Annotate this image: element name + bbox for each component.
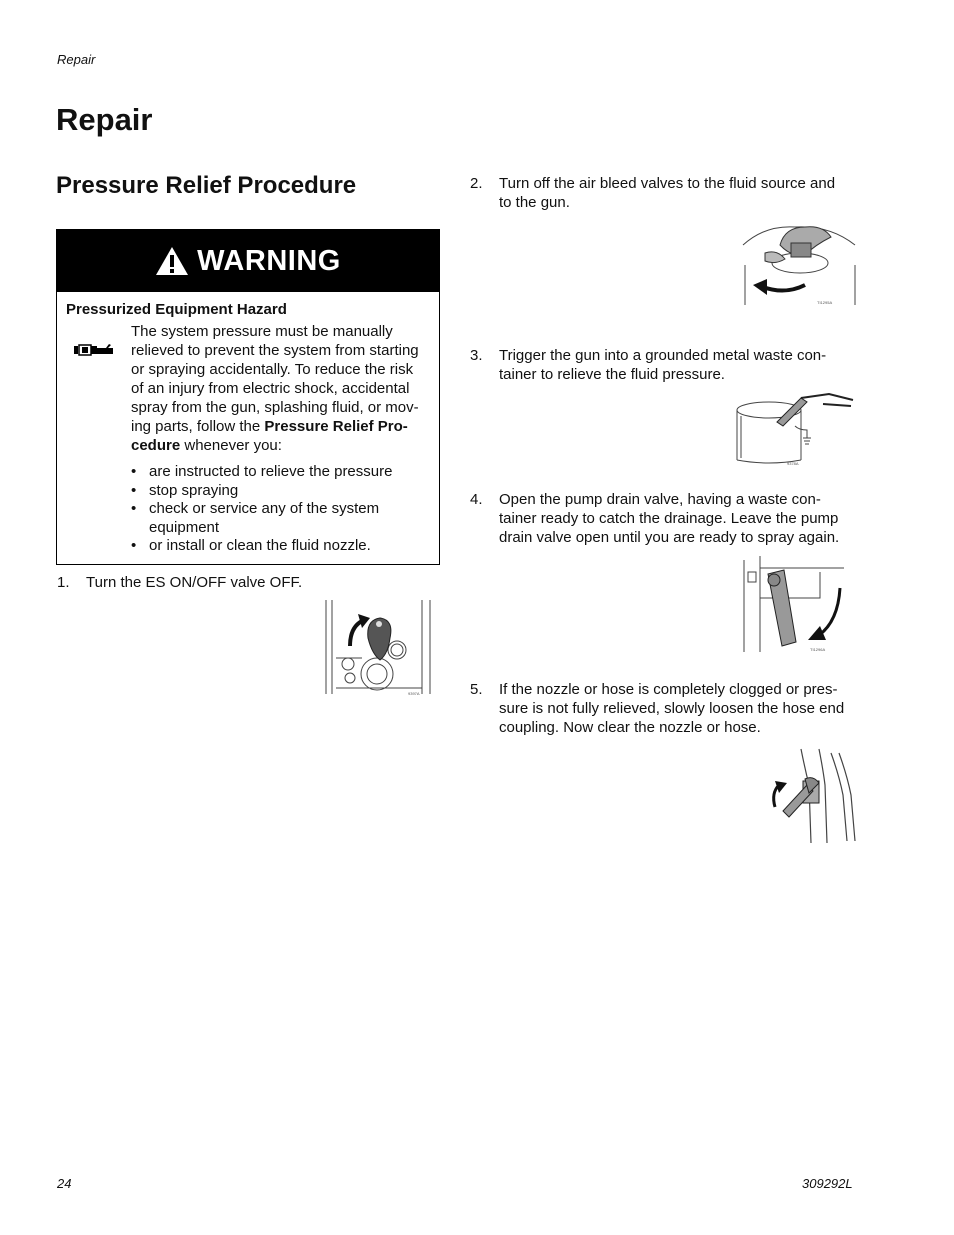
gun-waste-container-illustration: [733, 386, 858, 468]
hazard-text-line: [131, 417, 433, 436]
hazard-text-line: The system pressure must be manually: [131, 323, 393, 340]
procedure-name-bold: Pressure Relief Pro-: [264, 418, 408, 435]
step-number: 5.: [470, 681, 483, 698]
step-5: [470, 680, 870, 740]
hazard-bullet-continuation: equipment: [149, 518, 220, 536]
hazard-bullet: • check or service any of the system: [129, 500, 429, 519]
hazard-bullet: • or install or clean the fluid nozzle.: [129, 537, 429, 556]
figure-code: 9378A: [787, 461, 799, 466]
step-text: [499, 346, 826, 384]
step-text: [499, 490, 839, 547]
step-text: [499, 174, 835, 212]
air-bleed-valve-illustration: [735, 215, 865, 310]
hazard-text-line: [131, 436, 433, 455]
hazard-text: [131, 322, 433, 455]
step-number: 3.: [470, 347, 483, 364]
step-text: [499, 680, 844, 737]
hazard-text-line: or spraying accidentally. To reduce the risk: [131, 361, 414, 378]
step-4: [470, 490, 870, 550]
hazard-text-line: of an injury from electric shock, accidental: [131, 380, 410, 397]
pressure-hazard-icon: [73, 343, 115, 357]
step-2: [470, 174, 870, 214]
step-text-line: Turn off the air bleed valves to the fluid source and: [499, 175, 836, 192]
hazard-text-segment: ing parts, follow the: [131, 418, 265, 435]
step-text-line: to the gun.: [499, 194, 570, 211]
hazard-bullet: • stop spraying: [129, 482, 429, 501]
step-text-line: tainer to relieve the fluid pressure.: [499, 366, 725, 383]
step-text-line: coupling. Now clear the nozzle or hose.: [499, 719, 761, 736]
hazard-bullet-list: [129, 463, 429, 556]
step-text-line: Trigger the gun into a grounded metal waste con-: [499, 347, 827, 364]
hazard-text-segment: whenever you:: [180, 437, 282, 454]
step-text-line: Open the pump drain valve, having a waste con-: [499, 491, 821, 508]
hazard-bullet: • are instructed to relieve the pressure: [129, 463, 429, 482]
hazard-title: Pressurized Equipment Hazard: [66, 301, 287, 318]
step-text-line: drain valve open until you are ready to spray again.: [499, 529, 840, 546]
hazard-text-line: spray from the gun, splashing fluid, or mov-: [131, 399, 419, 416]
figure-code: TI1295A: [817, 300, 833, 305]
page-title: Repair: [56, 102, 153, 137]
pump-drain-valve-illustration: [740, 552, 850, 657]
step-number: 4.: [470, 491, 483, 508]
step-3: [470, 346, 870, 386]
figure-code: 9397A: [408, 691, 420, 696]
warning-label: WARNING: [197, 244, 341, 277]
es-valve-illustration: [322, 598, 440, 698]
document-number: 309292L: [802, 1176, 853, 1191]
warning-box: [56, 229, 440, 565]
procedure-name-bold: cedure: [131, 437, 181, 454]
step-1: [57, 573, 437, 593]
warning-header: [57, 230, 439, 292]
step-text-line: sure is not fully relieved, slowly loosen the hose end: [499, 700, 845, 717]
step-number: 2.: [470, 175, 483, 192]
section-title: Pressure Relief Procedure: [56, 172, 357, 199]
hose-coupling-illustration: [765, 745, 860, 845]
figure-code: TI1296A: [810, 647, 826, 652]
step-text: Turn the ES ON/OFF valve OFF.: [86, 574, 303, 591]
running-header: Repair: [57, 52, 96, 67]
step-text-line: If the nozzle or hose is completely clogged or pres-: [499, 681, 838, 698]
step-text-line: tainer ready to catch the drainage. Leave the pump: [499, 510, 839, 527]
step-number: 1.: [57, 574, 70, 591]
page-number: 24: [57, 1176, 72, 1191]
hazard-text-line: relieved to prevent the system from starting: [131, 342, 419, 359]
warning-triangle-icon: [155, 246, 189, 276]
